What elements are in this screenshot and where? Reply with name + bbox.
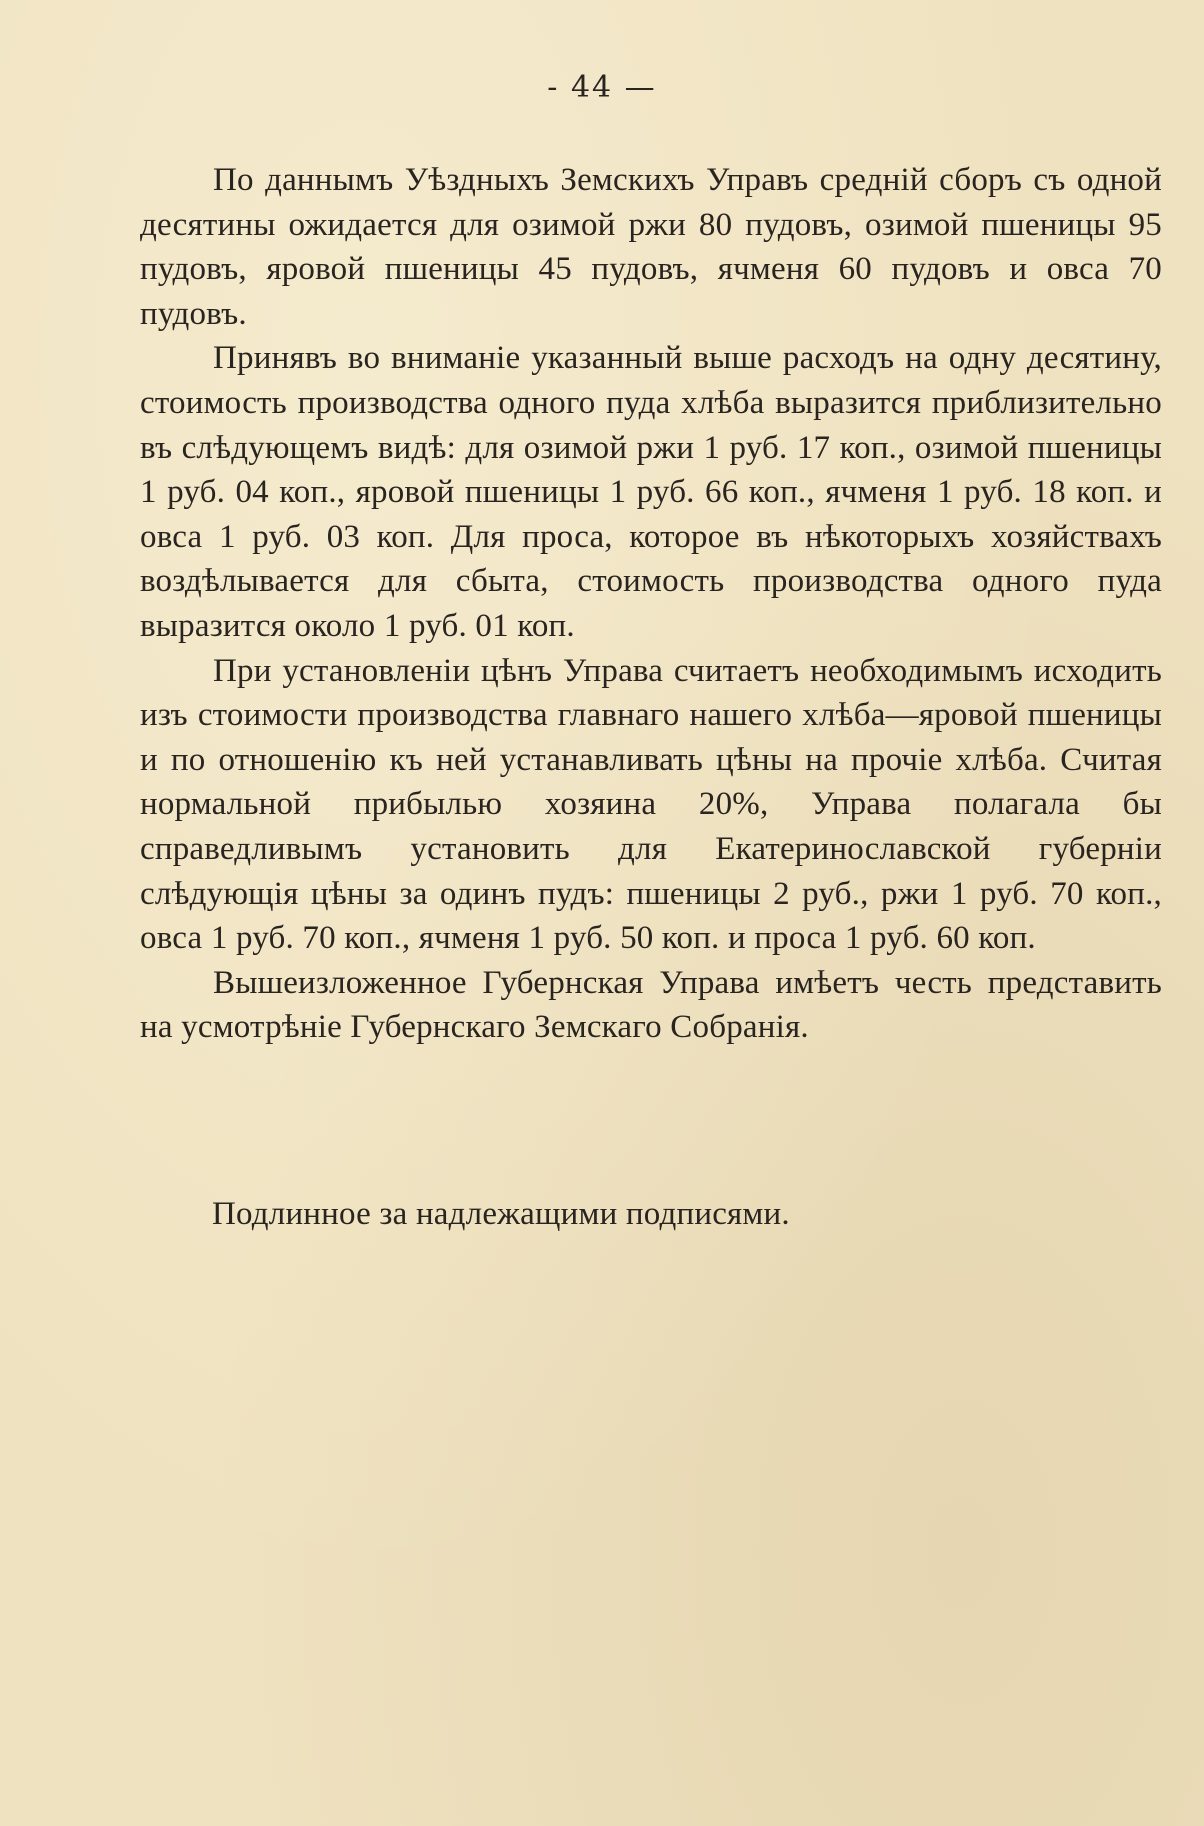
paragraph-harvest-yields: По даннымъ Уѣздныхъ Земскихъ Управъ среднiй сборъ съ одной десятины ожидается для озимой ржи 80 пудовъ, озимой пшеницы 95 пудовъ, яровой пшеницы 45 пудовъ, ячменя 60 пудовъ и овса 70 пудовъ. <box>140 162 1162 332</box>
paragraph-price-setting: При установленiи цѣнъ Управа считаетъ необходимымъ исходить изъ стоимости производства главнаго нашего хлѣба—яровой пшеницы и по отношенiю къ ней устанавливать цѣны на прочiе хлѣба. Считая нормальной прибылью хозяина 20%, Управа полагала бы справедливымъ установить для Екатеринославской губернiи слѣдующiя цѣны за одинъ пудъ: пшеницы 2 руб., ржи 1 руб. 70 коп., овса 1 руб. 70 коп., ячменя 1 руб. 50 коп. и проса 1 руб. 60 коп. <box>140 652 1162 957</box>
paragraph-submission: Вышеизложенное Губернская Управа имѣетъ честь представить на усмотрѣнiе Губернскаго Земскаго Собранiя. <box>140 964 1162 1046</box>
closing-note: Подлинное за надлежащими подписями. <box>212 1196 790 1232</box>
document-body <box>140 158 1162 1050</box>
page-number: - 44 — <box>547 70 657 105</box>
paragraph-production-cost: Принявъ во вниманiе указанный выше расходъ на одну десятину, стоимость производства одного пуда хлѣба выразится приблизительно въ слѣдующемъ видѣ: для озимой ржи 1 руб. 17 коп., озимой пшеницы 1 руб. 04 коп., яровой пшеницы 1 руб. 66 коп., ячменя 1 руб. 18 коп. и овса 1 руб. 03 коп. Для проса, которое въ нѣкоторыхъ хозяйствахъ воздѣлывается для сбыта, стоимость производства одного пуда выразится около 1 руб. 01 коп. <box>140 340 1162 644</box>
